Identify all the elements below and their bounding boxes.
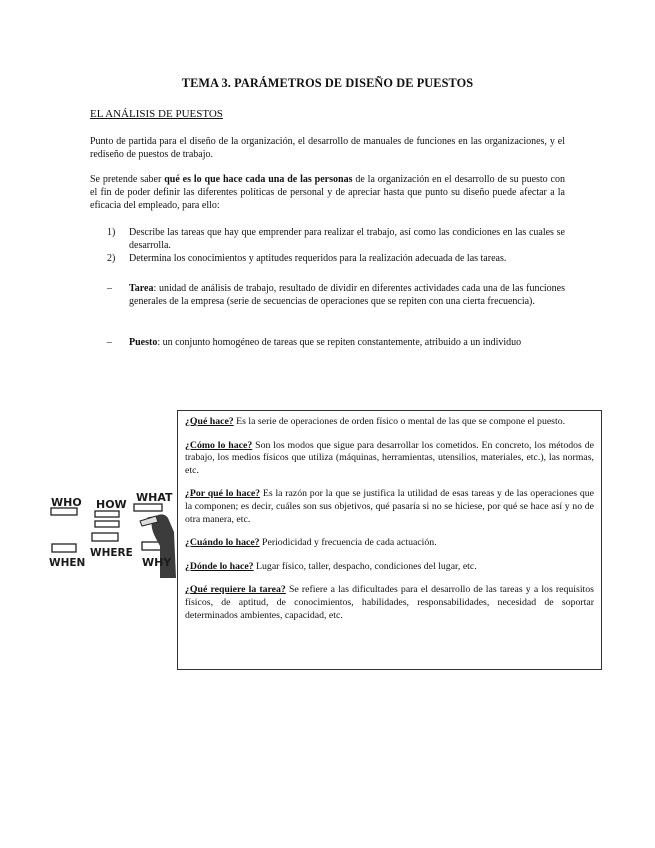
- question-where: [185, 561, 594, 574]
- item-text: Describe las tareas que hay que emprender para realizar el trabajo, así como las condiciones en las cuales se desarrolla.: [129, 227, 565, 251]
- definition-tarea: [107, 282, 565, 308]
- word-why: WHY: [142, 556, 172, 569]
- word-what: WHAT: [136, 491, 173, 504]
- question-label: ¿Dónde lo hace?: [185, 560, 254, 572]
- questions-box: [177, 410, 602, 670]
- question-answer: Es la razón por la que se justifica la utilidad de esas tareas y de las operaciones que la componen; es decir, cuáles son sus objetivos, qué pasaría si no se hiciese, por qué se hace así y no de otra manera, etc.: [185, 488, 595, 525]
- item-number: 1): [107, 227, 116, 238]
- questions-illustration: [48, 486, 178, 578]
- question-why: [185, 488, 594, 526]
- question-requires: [185, 584, 594, 622]
- question-label: ¿Qué hace?: [185, 416, 234, 427]
- definition-term: Puesto: [129, 337, 158, 348]
- question-answer: Lugar físico, taller, despacho, condiciones del lugar, etc.: [253, 560, 477, 572]
- word-when: WHEN: [49, 557, 86, 569]
- question-when: [185, 537, 594, 550]
- dash-bullet: –: [107, 337, 112, 348]
- definition-body: : unidad de análisis de trabajo, resultado de dividir en diferentes actividades cada una de las funciones generales de la empresa (serie de secuencias de operaciones que se repiten con una cierta frecuencia).: [129, 283, 565, 307]
- question-label: ¿Qué requiere la tarea?: [185, 584, 286, 596]
- question-label: ¿Cuándo lo hace?: [185, 537, 260, 549]
- question-answer: Se refiere a las dificultades para el desarrollo de las tareas y a los requisitos físicos, de aptitud, de conocimientos, habilidades, responsabilidades, necesidad de soportar determinados ambientes, capacidad, etc.: [185, 584, 594, 621]
- page-title: TEMA 3. PARÁMETROS DE DISEÑO DE PUESTOS: [181, 76, 474, 90]
- dash-bullet: –: [107, 283, 112, 294]
- question-answer: Son los modos que sigue para desarrollar los cometidos. En concreto, los métodos de trabajo, los medios físicos que utiliza (máquinas, herramientas, utensilios, materiales, etc.), las normas, etc.: [185, 439, 594, 476]
- section-heading: EL ANÁLISIS DE PUESTOS: [90, 108, 223, 120]
- word-how: HOW: [96, 498, 127, 511]
- question-how: [185, 440, 594, 478]
- word-where: WHERE: [90, 547, 133, 559]
- definition-text: [129, 336, 565, 349]
- item-text: Determina los conocimientos y aptitudes requeridos para la realización adecuada de las tareas.: [129, 253, 507, 264]
- numbered-item: [107, 227, 565, 252]
- intro-paragraph: Punto de partida para el diseño de la organización, el desarrollo de manuales de funciones en las organizaciones, y el rediseño de puestos de trabajo.: [90, 136, 565, 160]
- purpose-paragraph: [90, 173, 565, 212]
- item-number: 2): [107, 253, 116, 264]
- question-label: ¿Por qué lo hace?: [185, 488, 261, 500]
- question-answer: Es la serie de operaciones de orden físico o mental de las que se compone el puesto.: [233, 416, 566, 427]
- definition-text: [129, 282, 565, 308]
- purpose-lead: Se pretende saber: [90, 174, 165, 185]
- word-who: WHO: [51, 496, 82, 509]
- purpose-rest: de la organización en el desarrollo de su puesto con el fin de poder definir las diferentes políticas de personal y de apreciar hasta que punto su diseño puede afectar a la eficacia del empleado, para ello:: [90, 174, 566, 211]
- purpose-bold: qué es lo que hace cada una de las personas: [164, 174, 353, 185]
- definition-puesto: [107, 336, 565, 349]
- question-answer: Periodicidad y frecuencia de cada actuación.: [259, 537, 437, 549]
- numbered-item: [107, 253, 565, 266]
- question-label: ¿Cómo lo hace?: [185, 439, 253, 451]
- question-what: [185, 416, 594, 429]
- definition-term: Tarea: [129, 283, 154, 294]
- definition-body: : un conjunto homogéneo de tareas que se repiten constantemente, atribuido a un individuo: [157, 337, 522, 348]
